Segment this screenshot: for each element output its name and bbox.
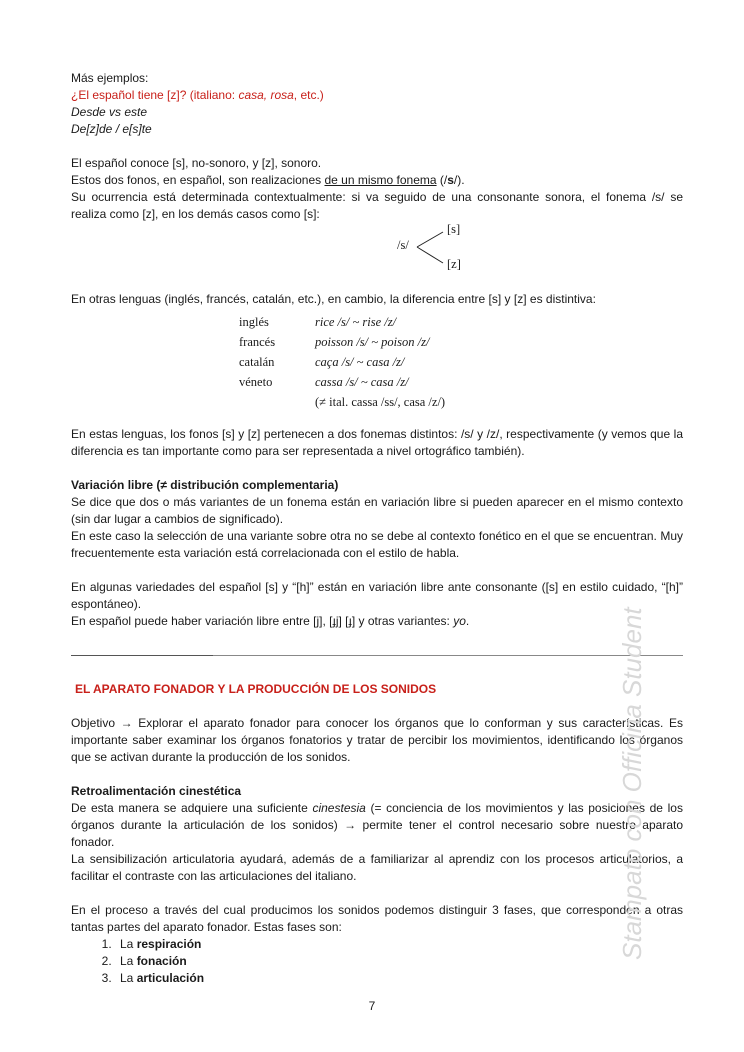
paragraph-distinct-phonemes: En estas lenguas, los fonos [s] y [z] pertenecen a dos fonemas distintos: /s/ y /z/, respectivamente (y vemos que la diferencia es tan importante como para ser representada a nivel ortográfico también). [71, 427, 683, 458]
free-variation-explanation: En este caso la selección de una variante sobre otra no se debe al contexto fonético en el que se encuentran. Muy frecuentemente esta variación está correlacionada con el estilo de habla. [71, 529, 683, 560]
divider-left [71, 655, 213, 656]
tree-top-leaf: [s] [447, 222, 461, 236]
phases-intro: En el proceso a través del cual producimos los sonidos podemos distinguir 3 fases, que corresponden a otras tantas partes del aparato fonador. Estas fases son: [71, 903, 683, 934]
table-row: catalán caça /s/ ~ casa /z/ [239, 355, 405, 369]
table-row: (≠ ital. cassa /ss/, casa /z/) [315, 395, 446, 409]
example-dezde: De[z]de / e[s]te [71, 122, 152, 136]
paragraph-j-variants: En español puede haber variación libre entre [j], [ɟj] [ɟ] y otras variantes: yo. [71, 614, 470, 628]
list-item: 3. La articulación [115, 970, 683, 987]
kinesthesia-paragraph: De esta manera se adquiere una suficiente cinestesia (= conciencia de los movimientos y las posiciones de los órganos durante la articulación de los sonidos) → permite tener el control necesario sobre nuestro aparato fonador. [71, 801, 683, 849]
watermark: Stampato con Officina Student [617, 607, 647, 960]
list-item: 2. La fonación [115, 953, 683, 970]
objective-paragraph: Objetivo → Explorar el aparato fonador para conocer los órganos que lo conforman y sus características. Es importante saber examinar los órganos fonatorios y tratar de percibir los movimientos, identificando los órganos que se activan durante la producción de los sonidos. [71, 716, 683, 764]
table-row: véneto cassa /s/ ~ casa /z/ [239, 375, 409, 389]
examples-heading: Más ejemplos: [71, 71, 149, 85]
tree-bottom-leaf: [z] [447, 257, 461, 271]
paragraph-other-languages: En otras lenguas (inglés, francés, catalán, etc.), en cambio, la diferencia entre [s] y [z] es distintiva: [71, 292, 596, 306]
paragraph-occurrence: Su ocurrencia está determinada contextualmente: si va seguido de una consonante sonora, el fonema /s/ se realiza como [z], en los demás casos como [s]: [71, 190, 683, 221]
divider-right [213, 655, 683, 656]
free-variation-heading: Variación libre (≠ distribución complementaria) [71, 478, 339, 492]
section-title: EL APARATO FONADOR Y LA PRODUCCIÓN DE LOS SONIDOS [75, 682, 437, 696]
tree-root: /s/ [397, 238, 409, 252]
example-desde: Desde vs este [71, 105, 148, 119]
language-examples-table [239, 314, 445, 414]
phases-list [71, 936, 683, 987]
question-line: ¿El español tiene [z]? (italiano: casa, rosa, etc.) [71, 88, 324, 102]
free-variation-definition: Se dice que dos o más variantes de un fonema están en variación libre si pueden aparecer en el mismo contexto (sin dar lugar a cambios de significado). [71, 495, 683, 526]
table-row: inglés rice /s/ ~ rise /z/ [239, 315, 397, 329]
document-page [71, 70, 683, 987]
kinesthetic-heading: Retroalimentación cinestética [71, 784, 242, 798]
paragraph-s-z: El español conoce [s], no-sonoro, y [z], sonoro. [71, 156, 322, 170]
sensitization-paragraph: La sensibilización articulatoria ayudará, además de a familiarizar al aprendiz con los procesos articulatorios, a facilitar el contraste con las articulaciones del italiano. [71, 852, 683, 883]
allophone-tree-diagram [71, 223, 683, 274]
tree-branches [415, 223, 447, 274]
paragraph-realizations: Estos dos fonos, en español, son realizaciones de un mismo fonema (/s/). [71, 173, 465, 187]
list-item: 1. La respiración [115, 936, 683, 953]
paragraph-varieties: En algunas variedades del español [s] y “[h]” están en variación libre ante consonante ([s] en estilo cuidado, “[h]” espontáneo). [71, 580, 683, 611]
table-row: francés poisson /s/ ~ poison /z/ [239, 335, 430, 349]
page-number: 7 [368, 999, 376, 1013]
